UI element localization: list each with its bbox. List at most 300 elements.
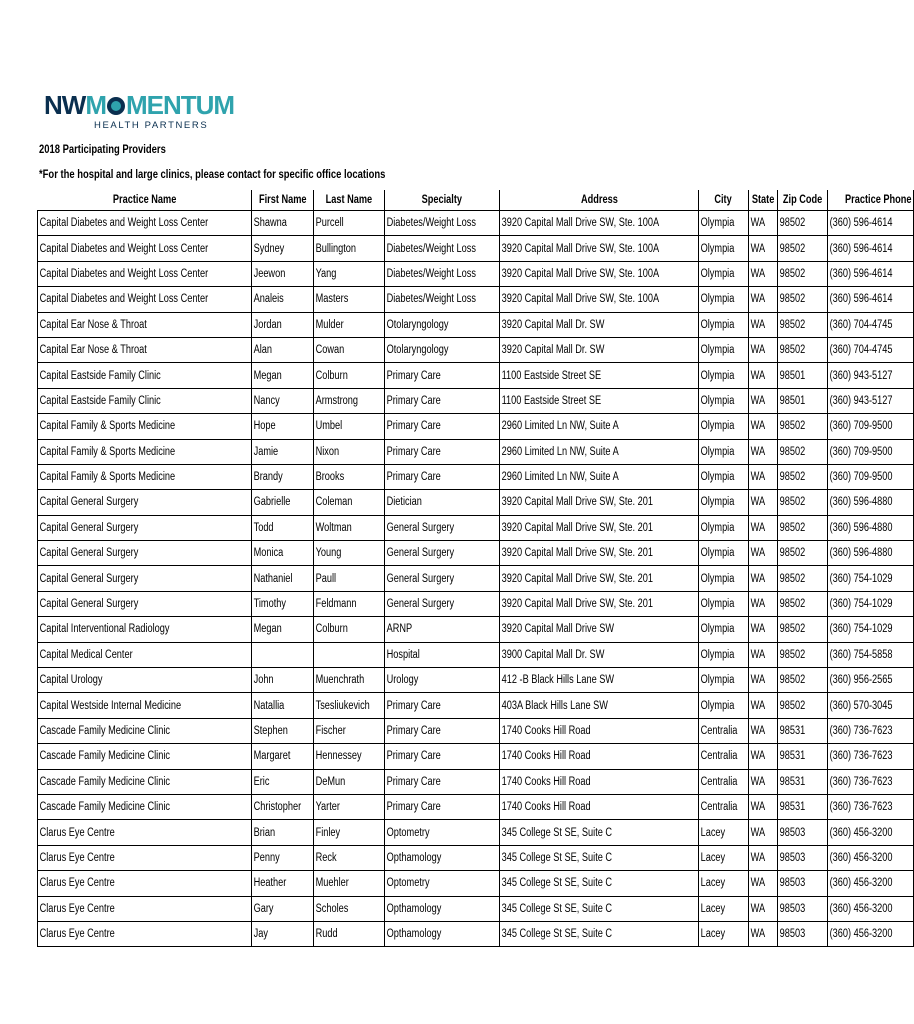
practice-name-cell-text: Capital Family & Sports Medicine bbox=[39, 471, 176, 484]
zip-code-cell-text: 98503 bbox=[779, 851, 805, 864]
phone-cell bbox=[827, 541, 913, 566]
zip-code-cell-text: 98502 bbox=[779, 547, 805, 560]
state-cell-text: WA bbox=[750, 369, 765, 382]
first-name-cell bbox=[251, 845, 313, 870]
practice-name-cell-text: Capital Diabetes and Weight Loss Center bbox=[39, 242, 209, 255]
specialty-cell bbox=[384, 820, 499, 845]
specialty-cell bbox=[384, 845, 499, 870]
first-name-cell bbox=[251, 617, 313, 642]
state-cell bbox=[748, 896, 777, 921]
city-cell-text: Olympia bbox=[701, 572, 735, 585]
state-cell-text: WA bbox=[750, 801, 765, 814]
practice-name-cell-text: Capital General Surgery bbox=[39, 572, 139, 585]
logo-part1: NW bbox=[44, 90, 86, 120]
city-cell-text: Lacey bbox=[701, 928, 726, 941]
city-cell-text: Olympia bbox=[701, 267, 735, 280]
zip-code-cell bbox=[777, 211, 827, 236]
state-cell bbox=[748, 363, 777, 388]
first-name-cell bbox=[251, 896, 313, 921]
table-row bbox=[38, 845, 914, 870]
city-cell-text: Olympia bbox=[701, 496, 735, 509]
specialty-cell bbox=[384, 261, 499, 286]
city-cell-text: Lacey bbox=[701, 877, 726, 890]
first-name-cell-text: Gabrielle bbox=[253, 496, 291, 509]
header-last-name bbox=[314, 190, 385, 211]
specialty-cell-text: Dietician bbox=[386, 496, 422, 509]
state-cell-text: WA bbox=[750, 775, 765, 788]
zip-code-cell bbox=[777, 668, 827, 693]
header-address bbox=[499, 190, 699, 211]
last-name-cell-text: Brooks bbox=[315, 471, 345, 484]
zip-code-cell-text: 98502 bbox=[779, 521, 805, 534]
address-cell-text: 3920 Capital Mall Drive SW, Ste. 100A bbox=[501, 242, 659, 255]
state-cell bbox=[748, 541, 777, 566]
phone-cell-text: (360) 754-1029 bbox=[829, 623, 893, 636]
specialty-cell-text: Primary Care bbox=[386, 699, 441, 712]
first-name-cell-text: Analeis bbox=[253, 293, 284, 306]
practice-name-cell bbox=[38, 363, 252, 388]
state-cell bbox=[748, 693, 777, 718]
first-name-cell bbox=[251, 642, 313, 667]
phone-cell bbox=[827, 261, 913, 286]
first-name-cell bbox=[251, 363, 313, 388]
state-cell bbox=[748, 871, 777, 896]
first-name-cell bbox=[251, 718, 313, 743]
address-cell bbox=[499, 363, 699, 388]
zip-code-cell bbox=[777, 439, 827, 464]
specialty-cell-text: Primary Care bbox=[386, 725, 441, 737]
address-cell bbox=[499, 236, 699, 261]
phone-cell-text: (360) 456-3200 bbox=[829, 877, 893, 890]
phone-cell bbox=[827, 794, 913, 819]
zip-code-cell bbox=[777, 591, 827, 616]
state-cell-text: WA bbox=[750, 242, 765, 255]
city-cell bbox=[699, 896, 748, 921]
last-name-cell bbox=[314, 617, 385, 642]
phone-cell bbox=[827, 388, 913, 413]
state-cell-text: WA bbox=[750, 445, 765, 458]
first-name-cell bbox=[251, 464, 313, 489]
last-name-cell bbox=[314, 363, 385, 388]
phone-cell bbox=[827, 287, 913, 312]
city-cell-text: Olympia bbox=[701, 471, 735, 484]
specialty-cell-text: Otolaryngology bbox=[386, 344, 449, 357]
address-cell-text: 3920 Capital Mall Drive SW, Ste. 201 bbox=[501, 521, 653, 534]
last-name-cell bbox=[314, 261, 385, 286]
last-name-cell-text: Yarter bbox=[315, 801, 341, 814]
state-cell-text: WA bbox=[750, 699, 765, 712]
zip-code-cell-text: 98531 bbox=[779, 750, 805, 763]
phone-cell bbox=[827, 820, 913, 845]
state-cell bbox=[748, 744, 777, 769]
header-city bbox=[699, 190, 748, 211]
address-cell-text: 3920 Capital Mall Drive SW, Ste. 201 bbox=[501, 572, 653, 585]
city-cell-text: Olympia bbox=[701, 242, 735, 255]
specialty-cell bbox=[384, 287, 499, 312]
phone-cell-text: (360) 596-4880 bbox=[829, 547, 893, 560]
specialty-cell-text: Opthamology bbox=[386, 851, 442, 864]
last-name-cell bbox=[314, 769, 385, 794]
last-name-cell-text: Finley bbox=[315, 826, 341, 839]
address-cell bbox=[499, 820, 699, 845]
zip-code-cell-text: 98503 bbox=[779, 826, 805, 839]
practice-name-cell-text: Capital Ear Nose & Throat bbox=[39, 344, 147, 357]
zip-code-cell bbox=[777, 261, 827, 286]
last-name-cell-text: Cowan bbox=[315, 344, 345, 357]
phone-cell bbox=[827, 566, 913, 591]
specialty-cell bbox=[384, 718, 499, 743]
city-cell bbox=[699, 388, 748, 413]
zip-code-cell bbox=[777, 515, 827, 540]
practice-name-cell-text: Capital Diabetes and Weight Loss Center bbox=[39, 293, 209, 306]
state-cell-text: WA bbox=[750, 471, 765, 484]
phone-cell bbox=[827, 642, 913, 667]
state-cell bbox=[748, 312, 777, 337]
last-name-cell-text: Colburn bbox=[315, 623, 349, 636]
phone-cell-text: (360) 456-3200 bbox=[829, 851, 893, 864]
zip-code-cell-text: 98502 bbox=[779, 445, 805, 458]
state-cell bbox=[748, 718, 777, 743]
first-name-cell bbox=[251, 820, 313, 845]
first-name-cell-text: Jay bbox=[253, 928, 268, 941]
table-row bbox=[38, 617, 914, 642]
address-cell bbox=[499, 769, 699, 794]
header-city-label: City bbox=[714, 194, 733, 206]
zip-code-cell bbox=[777, 414, 827, 439]
state-cell-text: WA bbox=[750, 877, 765, 890]
specialty-cell-text: ARNP bbox=[386, 623, 413, 636]
city-cell-text: Olympia bbox=[701, 521, 735, 534]
state-cell-text: WA bbox=[750, 344, 765, 357]
address-cell bbox=[499, 668, 699, 693]
phone-cell-text: (360) 596-4880 bbox=[829, 521, 893, 534]
table-row bbox=[38, 414, 914, 439]
table-row bbox=[38, 261, 914, 286]
phone-cell bbox=[827, 693, 913, 718]
last-name-cell-text: Fischer bbox=[315, 725, 346, 737]
address-cell-text: 3920 Capital Mall Drive SW, Ste. 100A bbox=[501, 293, 659, 306]
specialty-cell bbox=[384, 541, 499, 566]
address-cell-text: 345 College St SE, Suite C bbox=[501, 826, 612, 839]
specialty-cell bbox=[384, 363, 499, 388]
first-name-cell bbox=[251, 668, 313, 693]
state-cell-text: WA bbox=[750, 623, 765, 636]
table-row bbox=[38, 794, 914, 819]
address-cell bbox=[499, 642, 699, 667]
last-name-cell bbox=[314, 921, 385, 946]
phone-cell-text: (360) 736-7623 bbox=[829, 750, 893, 763]
last-name-cell bbox=[314, 693, 385, 718]
table-row bbox=[38, 236, 914, 261]
practice-name-cell-text: Capital Eastside Family Clinic bbox=[39, 394, 161, 407]
address-cell-text: 1740 Cooks Hill Road bbox=[501, 725, 591, 737]
state-cell-text: WA bbox=[750, 394, 765, 407]
specialty-cell-text: Urology bbox=[386, 674, 419, 687]
first-name-cell-text: Brian bbox=[253, 826, 275, 839]
phone-cell bbox=[827, 363, 913, 388]
last-name-cell bbox=[314, 871, 385, 896]
city-cell bbox=[699, 337, 748, 362]
last-name-cell-text: Purcell bbox=[315, 217, 344, 230]
last-name-cell-text: Colburn bbox=[315, 369, 349, 382]
specialty-cell-text: General Surgery bbox=[386, 521, 455, 534]
address-cell-text: 2960 Limited Ln NW, Suite A bbox=[501, 445, 619, 458]
state-cell bbox=[748, 439, 777, 464]
address-cell bbox=[499, 921, 699, 946]
zip-code-cell-text: 98503 bbox=[779, 902, 805, 915]
table-row bbox=[38, 871, 914, 896]
table-row bbox=[38, 693, 914, 718]
practice-name-cell-text: Capital Eastside Family Clinic bbox=[39, 369, 161, 382]
city-cell bbox=[699, 617, 748, 642]
phone-cell bbox=[827, 617, 913, 642]
city-cell-text: Lacey bbox=[701, 851, 726, 864]
phone-cell-text: (360) 709-9500 bbox=[829, 420, 893, 433]
practice-name-cell-text: Capital General Surgery bbox=[39, 598, 139, 611]
specialty-cell bbox=[384, 414, 499, 439]
last-name-cell bbox=[314, 845, 385, 870]
address-cell bbox=[499, 439, 699, 464]
practice-name-cell bbox=[38, 566, 252, 591]
practice-name-cell bbox=[38, 794, 252, 819]
zip-code-cell bbox=[777, 693, 827, 718]
zip-code-cell bbox=[777, 769, 827, 794]
state-cell bbox=[748, 287, 777, 312]
header-specialty-label: Specialty bbox=[421, 194, 462, 206]
zip-code-cell-text: 98502 bbox=[779, 572, 805, 585]
state-cell bbox=[748, 464, 777, 489]
zip-code-cell bbox=[777, 794, 827, 819]
address-cell-text: 403A Black Hills Lane SW bbox=[501, 699, 608, 712]
state-cell-text: WA bbox=[750, 598, 765, 611]
practice-name-cell bbox=[38, 668, 252, 693]
zip-code-cell bbox=[777, 566, 827, 591]
address-cell bbox=[499, 744, 699, 769]
city-cell-text: Olympia bbox=[701, 598, 735, 611]
state-cell bbox=[748, 668, 777, 693]
last-name-cell-text: Feldmann bbox=[315, 598, 357, 611]
table-row bbox=[38, 211, 914, 236]
state-cell-text: WA bbox=[750, 547, 765, 560]
header-practice-name bbox=[38, 190, 252, 211]
zip-code-cell-text: 98502 bbox=[779, 623, 805, 636]
city-cell bbox=[699, 871, 748, 896]
address-cell-text: 1740 Cooks Hill Road bbox=[501, 750, 591, 763]
city-cell bbox=[699, 668, 748, 693]
phone-cell-text: (360) 456-3200 bbox=[829, 826, 893, 839]
phone-cell bbox=[827, 921, 913, 946]
address-cell-text: 3920 Capital Mall Drive SW, Ste. 100A bbox=[501, 217, 659, 230]
practice-name-cell-text: Cascade Family Medicine Clinic bbox=[39, 801, 170, 814]
phone-cell bbox=[827, 744, 913, 769]
practice-name-cell bbox=[38, 541, 252, 566]
phone-cell-text: (360) 736-7623 bbox=[829, 775, 893, 788]
first-name-cell-text: Brandy bbox=[253, 471, 283, 484]
address-cell bbox=[499, 211, 699, 236]
first-name-cell-text: Hope bbox=[253, 420, 276, 433]
header-zip-code bbox=[777, 190, 827, 211]
phone-cell bbox=[827, 337, 913, 362]
city-cell bbox=[699, 744, 748, 769]
providers-table bbox=[37, 190, 914, 947]
header-first-name-label: First Name bbox=[258, 194, 307, 206]
city-cell bbox=[699, 718, 748, 743]
state-cell bbox=[748, 769, 777, 794]
address-cell-text: 345 College St SE, Suite C bbox=[501, 877, 612, 890]
phone-cell-text: (360) 754-5858 bbox=[829, 648, 893, 661]
city-cell bbox=[699, 693, 748, 718]
phone-cell-text: (360) 596-4614 bbox=[829, 217, 893, 230]
table-row bbox=[38, 769, 914, 794]
address-cell-text: 3920 Capital Mall Dr. SW bbox=[501, 318, 604, 331]
first-name-cell-text: Timothy bbox=[253, 598, 286, 611]
practice-name-cell bbox=[38, 718, 252, 743]
practice-name-cell bbox=[38, 490, 252, 515]
last-name-cell-text: Nixon bbox=[315, 445, 340, 458]
first-name-cell-text: Eric bbox=[253, 775, 270, 788]
first-name-cell bbox=[251, 312, 313, 337]
last-name-cell-text: Yang bbox=[315, 267, 337, 280]
specialty-cell-text: Hospital bbox=[386, 648, 420, 661]
header-first-name bbox=[251, 190, 313, 211]
last-name-cell bbox=[314, 388, 385, 413]
practice-name-cell-text: Capital Family & Sports Medicine bbox=[39, 420, 176, 433]
first-name-cell-text: Penny bbox=[253, 851, 280, 864]
table-row bbox=[38, 642, 914, 667]
specialty-cell-text: Primary Care bbox=[386, 369, 441, 382]
page-note: *For the hospital and large clinics, please contact for specific office locations bbox=[39, 169, 386, 181]
phone-cell-text: (360) 943-5127 bbox=[829, 394, 893, 407]
specialty-cell-text: Primary Care bbox=[386, 801, 441, 814]
zip-code-cell-text: 98501 bbox=[779, 394, 805, 407]
zip-code-cell-text: 98503 bbox=[779, 877, 805, 890]
address-cell bbox=[499, 287, 699, 312]
address-cell-text: 412 -B Black Hills Lane SW bbox=[501, 674, 614, 687]
specialty-cell-text: General Surgery bbox=[386, 547, 455, 560]
state-cell bbox=[748, 261, 777, 286]
header-state-label: State bbox=[751, 194, 774, 206]
city-cell-text: Centralia bbox=[701, 801, 738, 814]
practice-name-cell bbox=[38, 515, 252, 540]
first-name-cell bbox=[251, 794, 313, 819]
last-name-cell bbox=[314, 414, 385, 439]
table-row bbox=[38, 744, 914, 769]
last-name-cell-text: Masters bbox=[315, 293, 349, 306]
city-cell bbox=[699, 515, 748, 540]
zip-code-cell-text: 98502 bbox=[779, 471, 805, 484]
table-row bbox=[38, 541, 914, 566]
state-cell-text: WA bbox=[750, 293, 765, 306]
city-cell-text: Olympia bbox=[701, 217, 735, 230]
city-cell bbox=[699, 490, 748, 515]
logo-circle-icon bbox=[107, 97, 125, 115]
practice-name-cell bbox=[38, 769, 252, 794]
state-cell bbox=[748, 566, 777, 591]
first-name-cell-text: Jordan bbox=[253, 318, 282, 331]
specialty-cell-text: Diabetes/Weight Loss bbox=[386, 217, 476, 230]
practice-name-cell-text: Clarus Eye Centre bbox=[39, 877, 115, 890]
last-name-cell bbox=[314, 794, 385, 819]
logo-wordmark bbox=[44, 90, 235, 120]
zip-code-cell-text: 98502 bbox=[779, 420, 805, 433]
practice-name-cell-text: Clarus Eye Centre bbox=[39, 826, 115, 839]
specialty-cell-text: Primary Care bbox=[386, 750, 441, 763]
zip-code-cell-text: 98502 bbox=[779, 674, 805, 687]
first-name-cell-text: Todd bbox=[253, 521, 274, 534]
first-name-cell bbox=[251, 871, 313, 896]
zip-code-cell bbox=[777, 236, 827, 261]
last-name-cell-text: Mulder bbox=[315, 318, 344, 331]
address-cell bbox=[499, 718, 699, 743]
header-specialty bbox=[384, 190, 499, 211]
last-name-cell bbox=[314, 312, 385, 337]
practice-name-cell bbox=[38, 642, 252, 667]
address-cell-text: 3920 Capital Mall Drive SW, Ste. 201 bbox=[501, 547, 653, 560]
table-row bbox=[38, 820, 914, 845]
header-practice-phone bbox=[827, 190, 913, 211]
zip-code-cell bbox=[777, 464, 827, 489]
address-cell-text: 3920 Capital Mall Drive SW, Ste. 100A bbox=[501, 267, 659, 280]
specialty-cell bbox=[384, 896, 499, 921]
zip-code-cell-text: 98502 bbox=[779, 318, 805, 331]
practice-name-cell bbox=[38, 871, 252, 896]
city-cell bbox=[699, 769, 748, 794]
first-name-cell bbox=[251, 921, 313, 946]
specialty-cell bbox=[384, 794, 499, 819]
phone-cell-text: (360) 754-1029 bbox=[829, 598, 893, 611]
first-name-cell bbox=[251, 515, 313, 540]
practice-name-cell bbox=[38, 211, 252, 236]
phone-cell bbox=[827, 414, 913, 439]
table-row bbox=[38, 312, 914, 337]
zip-code-cell bbox=[777, 363, 827, 388]
first-name-cell bbox=[251, 591, 313, 616]
practice-name-cell-text: Clarus Eye Centre bbox=[39, 902, 115, 915]
last-name-cell bbox=[314, 642, 385, 667]
zip-code-cell-text: 98531 bbox=[779, 775, 805, 788]
state-cell-text: WA bbox=[750, 318, 765, 331]
first-name-cell-text: Jeewon bbox=[253, 267, 286, 280]
zip-code-cell bbox=[777, 871, 827, 896]
first-name-cell bbox=[251, 566, 313, 591]
state-cell bbox=[748, 642, 777, 667]
address-cell-text: 1100 Eastside Street SE bbox=[501, 394, 601, 407]
last-name-cell bbox=[314, 744, 385, 769]
last-name-cell-text: Young bbox=[315, 547, 342, 560]
zip-code-cell-text: 98502 bbox=[779, 598, 805, 611]
address-cell-text: 3920 Capital Mall Drive SW, Ste. 201 bbox=[501, 496, 653, 509]
city-cell bbox=[699, 261, 748, 286]
city-cell bbox=[699, 845, 748, 870]
zip-code-cell bbox=[777, 820, 827, 845]
practice-name-cell-text: Capital General Surgery bbox=[39, 521, 139, 534]
last-name-cell-text: Umbel bbox=[315, 420, 343, 433]
phone-cell-text: (360) 709-9500 bbox=[829, 445, 893, 458]
specialty-cell-text: Diabetes/Weight Loss bbox=[386, 293, 476, 306]
zip-code-cell bbox=[777, 921, 827, 946]
address-cell-text: 345 College St SE, Suite C bbox=[501, 902, 612, 915]
phone-cell bbox=[827, 211, 913, 236]
last-name-cell bbox=[314, 439, 385, 464]
practice-name-cell-text: Cascade Family Medicine Clinic bbox=[39, 750, 170, 763]
city-cell bbox=[699, 591, 748, 616]
address-cell bbox=[499, 693, 699, 718]
state-cell bbox=[748, 236, 777, 261]
last-name-cell-text: Rudd bbox=[315, 928, 338, 941]
specialty-cell bbox=[384, 617, 499, 642]
last-name-cell bbox=[314, 896, 385, 921]
practice-name-cell bbox=[38, 337, 252, 362]
